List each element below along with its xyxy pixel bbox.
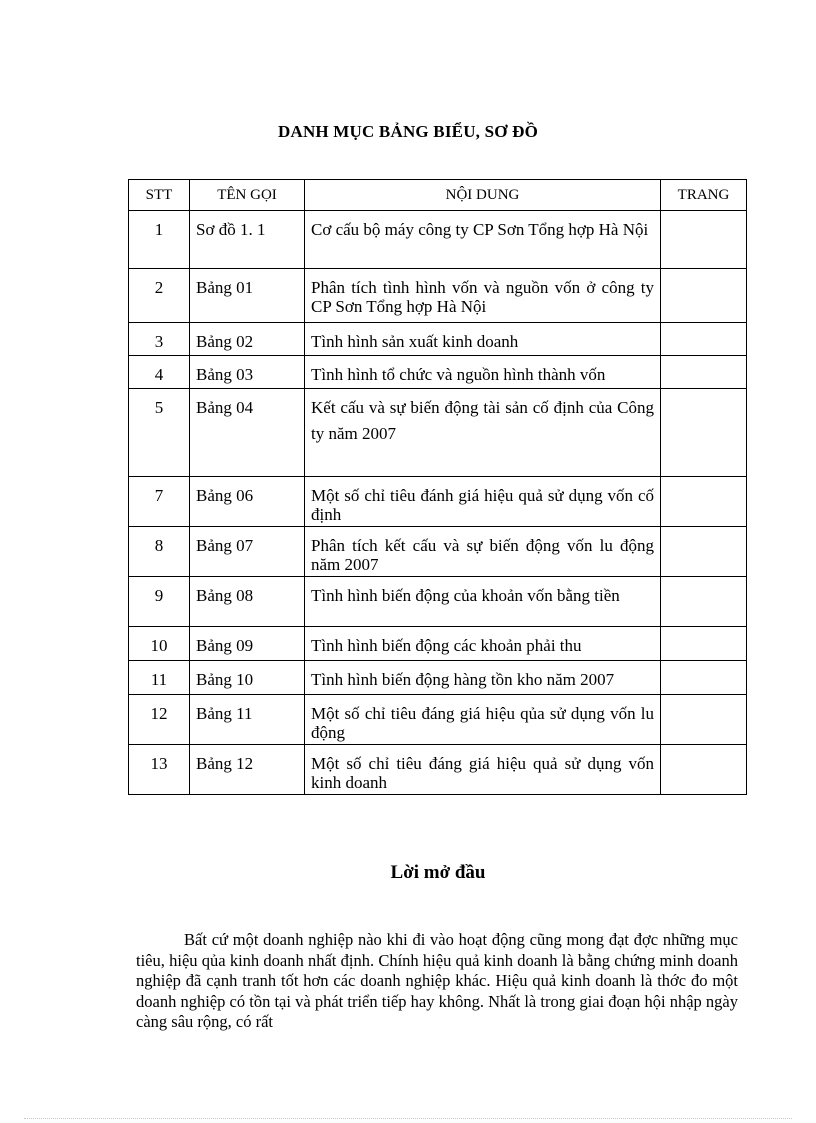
row-page (661, 269, 747, 323)
header-page: TRANG (661, 180, 747, 211)
row-name: Sơ đồ 1. 1 (190, 211, 305, 269)
row-page (661, 477, 747, 527)
intro-paragraph: Bất cứ một doanh nghiệp nào khi đi vào hoạt động cũng mong đạt đợc những mục tiêu, hiệu qủa kinh doanh nhất định. Chính hiệu quả kinh doanh là bằng chứng minh doanh nghiệp đã cạnh tranh tốt hơn các doanh nghiệp khác. Hiệu quả kinh doanh là thớc đo một doanh nghiệp có tồn tại và phát triển tiếp hay không. Nhất là trong giai đoạn hội nhập ngày càng sâu rộng, có rất (136, 930, 738, 1031)
row-page (661, 389, 747, 477)
row-page (661, 627, 747, 661)
row-page (661, 661, 747, 695)
row-stt: 3 (129, 323, 190, 356)
row-stt: 12 (129, 695, 190, 745)
table-row (129, 269, 747, 323)
table-row (129, 356, 747, 389)
row-content: Tình hình tổ chức và nguồn hình thành vốn (305, 356, 661, 389)
row-name: Bảng 04 (190, 389, 305, 477)
row-content: Cơ cấu bộ máy công ty CP Sơn Tổng hợp Hà Nội (305, 211, 661, 269)
row-page (661, 527, 747, 577)
row-name: Bảng 06 (190, 477, 305, 527)
row-stt: 13 (129, 745, 190, 795)
table-row (129, 745, 747, 795)
row-page (661, 577, 747, 627)
table-row (129, 323, 747, 356)
row-stt: 4 (129, 356, 190, 389)
row-content: Tình hình sản xuất kinh doanh (305, 323, 661, 356)
page-bottom-divider (24, 1118, 792, 1119)
row-name: Bảng 12 (190, 745, 305, 795)
row-name: Bảng 09 (190, 627, 305, 661)
table-row (129, 477, 747, 527)
row-content: Một số chỉ tiêu đáng giá hiệu qủa sử dụng vốn lu động (305, 695, 661, 745)
row-content: Phân tích tình hình vốn và nguồn vốn ở công ty CP Sơn Tổng hợp Hà Nội (305, 269, 661, 323)
table-row (129, 627, 747, 661)
row-stt: 9 (129, 577, 190, 627)
header-name: TÊN GỌI (190, 180, 305, 211)
header-stt: STT (129, 180, 190, 211)
row-page (661, 323, 747, 356)
row-stt: 10 (129, 627, 190, 661)
row-page (661, 745, 747, 795)
row-stt: 11 (129, 661, 190, 695)
table-row (129, 577, 747, 627)
row-stt: 5 (129, 389, 190, 477)
row-name: Bảng 02 (190, 323, 305, 356)
row-content: Một số chỉ tiêu đánh giá hiệu quả sử dụng vốn cố định (305, 477, 661, 527)
row-page (661, 356, 747, 389)
row-stt: 8 (129, 527, 190, 577)
row-page (661, 211, 747, 269)
row-name: Bảng 03 (190, 356, 305, 389)
table-row (129, 389, 747, 477)
header-content: NỘI DUNG (305, 180, 661, 211)
table-row (129, 661, 747, 695)
row-content: Kết cấu và sự biến động tài sản cố định của Công ty năm 2007 (305, 389, 661, 477)
row-page (661, 695, 747, 745)
row-stt: 2 (129, 269, 190, 323)
row-content: Tình hình biến động hàng tồn kho năm 2007 (305, 661, 661, 695)
table-header-row (129, 180, 747, 211)
table-row (129, 527, 747, 577)
row-name: Bảng 07 (190, 527, 305, 577)
table-row (129, 211, 747, 269)
row-content: Phân tích kết cấu và sự biến động vốn lu động năm 2007 (305, 527, 661, 577)
row-stt: 1 (129, 211, 190, 269)
intro-heading: Lời mở đầu (390, 862, 486, 883)
row-name: Bảng 08 (190, 577, 305, 627)
row-content: Một số chỉ tiêu đáng giá hiệu quả sử dụng vốn kinh doanh (305, 745, 661, 795)
row-stt: 7 (129, 477, 190, 527)
table-row (129, 695, 747, 745)
row-name: Bảng 10 (190, 661, 305, 695)
row-content: Tình hình biến động các khoản phải thu (305, 627, 661, 661)
row-name: Bảng 11 (190, 695, 305, 745)
document-title: DANH MỤC BẢNG BIỂU, SƠ ĐỒ (277, 122, 539, 141)
list-of-tables (128, 179, 747, 795)
row-content: Tình hình biến động của khoản vốn bằng tiền (305, 577, 661, 627)
row-name: Bảng 01 (190, 269, 305, 323)
